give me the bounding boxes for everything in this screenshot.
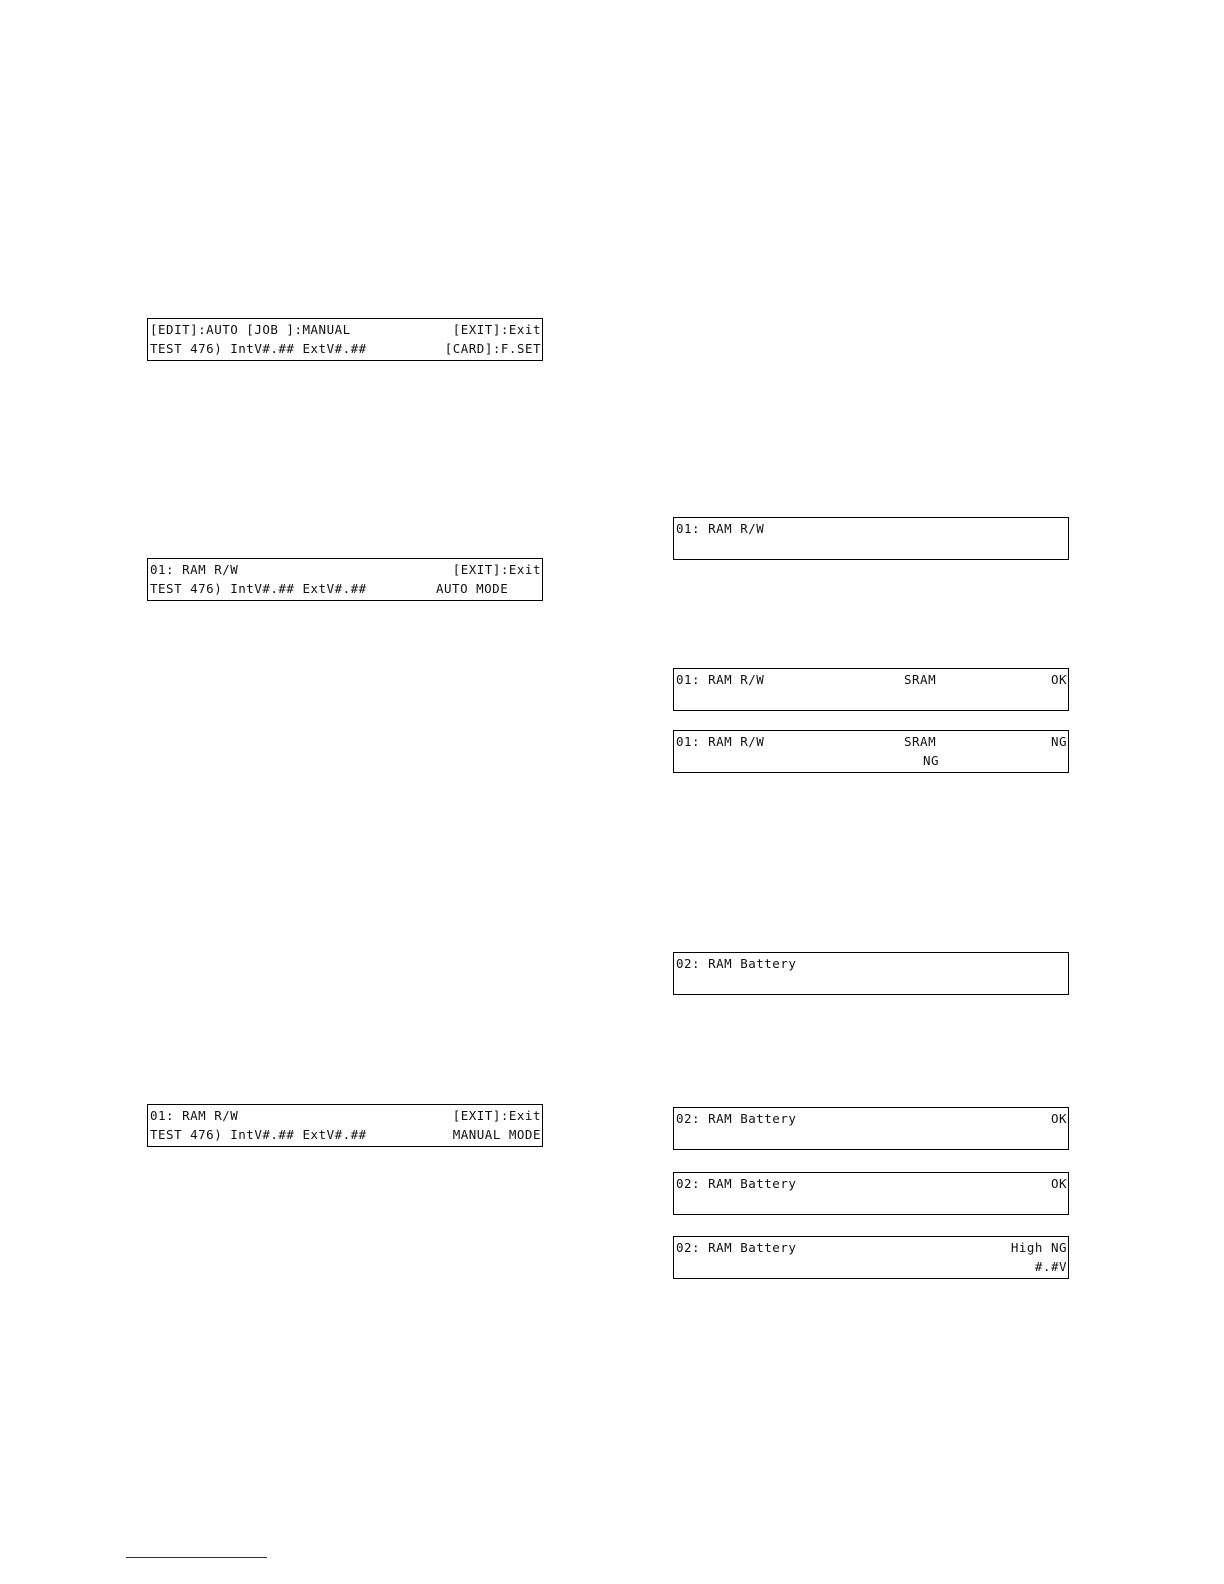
lcd-text: 02: RAM Battery (676, 1176, 797, 1191)
lcd-text: TEST 476) IntV#.## ExtV#.## (150, 341, 367, 356)
lcd-text: OK (1050, 1176, 1067, 1191)
lcd-text: [CARD]:F.SET (444, 341, 541, 356)
lcd-text: OK (1050, 672, 1067, 687)
lcd-text: 02: RAM Battery (676, 956, 797, 971)
lcd-manual-mode (147, 1104, 543, 1147)
lcd-text: 02: RAM Battery (676, 1111, 797, 1126)
lcd-text: 01: RAM R/W (676, 672, 765, 687)
lcd-text: 02: RAM Battery (676, 1240, 797, 1255)
lcd-text: OK (1050, 1111, 1067, 1126)
lcd-ram-battery-ok-2 (673, 1172, 1069, 1215)
lcd-ram-battery-ok-1 (673, 1107, 1069, 1150)
lcd-text: [EDIT]:AUTO [JOB ]:MANUAL (150, 322, 351, 337)
lcd-text: 01: RAM R/W (150, 562, 239, 577)
lcd-ram-rw (673, 517, 1069, 560)
lcd-text: High NG (1010, 1240, 1067, 1255)
lcd-text: TEST 476) IntV#.## ExtV#.## (150, 1127, 367, 1142)
lcd-menu (147, 318, 543, 361)
lcd-text: #.#V (1034, 1259, 1067, 1274)
lcd-line-1 (148, 1106, 542, 1126)
lcd-text: SRAM (904, 734, 937, 749)
lcd-line-1 (148, 320, 542, 340)
lcd-text: NG (1050, 734, 1067, 749)
lcd-ram-rw-ok (673, 668, 1069, 711)
lcd-text: [EXIT]:Exit (452, 562, 541, 577)
lcd-ram-rw-ng (673, 730, 1069, 773)
lcd-line-2 (148, 579, 542, 599)
lcd-text: SRAM (904, 672, 937, 687)
lcd-line-1 (148, 560, 542, 580)
lcd-text: [EXIT]:Exit (452, 322, 541, 337)
lcd-text: [EXIT]:Exit (452, 1108, 541, 1123)
footnote-divider (126, 1557, 267, 1558)
lcd-ram-battery-high-ng (673, 1236, 1069, 1279)
lcd-line-1 (674, 732, 1068, 752)
lcd-line-1 (674, 1109, 1068, 1129)
lcd-line-1 (674, 519, 1068, 539)
lcd-line-1 (674, 954, 1068, 974)
lcd-line-2 (674, 1257, 1068, 1277)
lcd-line-2 (674, 751, 1068, 771)
lcd-text: 01: RAM R/W (676, 734, 765, 749)
lcd-line-1 (674, 670, 1068, 690)
lcd-line-2 (148, 339, 542, 359)
lcd-text: 01: RAM R/W (150, 1108, 239, 1123)
lcd-ram-battery (673, 952, 1069, 995)
lcd-text: 01: RAM R/W (676, 521, 765, 536)
lcd-auto-mode (147, 558, 543, 601)
lcd-text: TEST 476) IntV#.## ExtV#.## (150, 581, 367, 596)
lcd-text: NG (923, 753, 940, 768)
lcd-line-2 (148, 1125, 542, 1145)
lcd-text: AUTO MODE (436, 581, 509, 596)
lcd-line-1 (674, 1174, 1068, 1194)
lcd-line-1 (674, 1238, 1068, 1258)
lcd-text: MANUAL MODE (452, 1127, 541, 1142)
